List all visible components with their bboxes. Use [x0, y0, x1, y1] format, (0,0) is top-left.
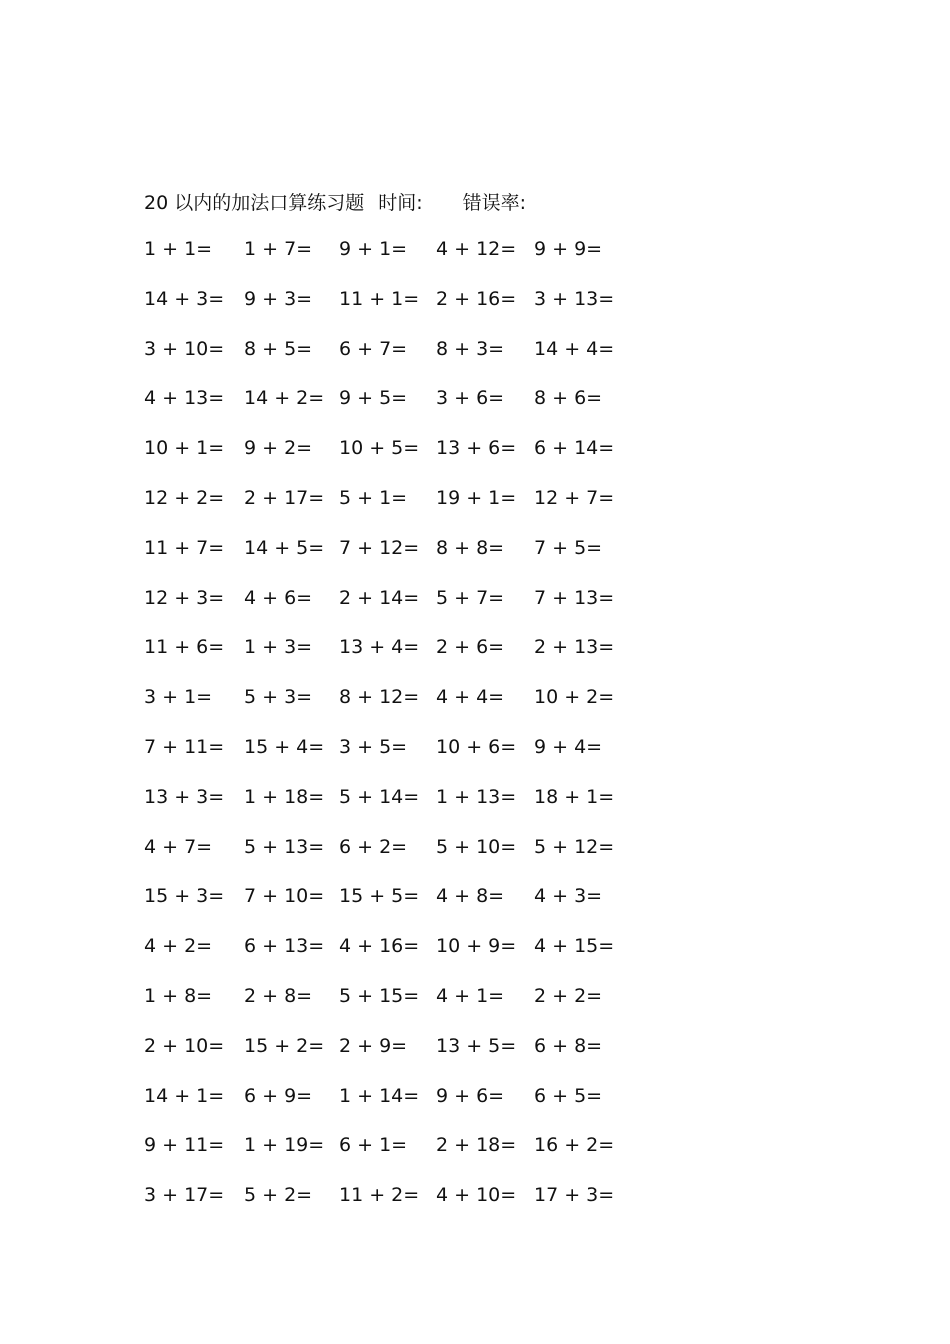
problem-cell: 10 + 2= [534, 686, 615, 709]
problem-cell: 9 + 11= [144, 1134, 225, 1157]
problem-cell: 9 + 5= [339, 387, 408, 410]
problem-cell: 8 + 12= [339, 686, 420, 709]
problem-cell: 6 + 7= [339, 337, 408, 360]
worksheet-header [144, 186, 526, 216]
problem-row [144, 1179, 644, 1229]
problem-cell: 6 + 14= [534, 437, 615, 460]
problem-row [144, 1030, 644, 1080]
problem-cell: 4 + 8= [436, 885, 505, 908]
problem-cell: 1 + 13= [436, 785, 517, 808]
problem-cell: 9 + 6= [436, 1084, 505, 1107]
problem-cell: 4 + 15= [534, 935, 615, 958]
problem-row [144, 880, 644, 930]
problem-cell: 3 + 1= [144, 686, 213, 709]
problem-cell: 11 + 2= [339, 1184, 420, 1207]
problem-cell: 5 + 1= [339, 486, 408, 509]
problem-cell: 8 + 6= [534, 387, 603, 410]
problem-grid [144, 233, 644, 1229]
problem-cell: 16 + 2= [534, 1134, 615, 1157]
problem-cell: 3 + 10= [144, 337, 225, 360]
problem-cell: 1 + 19= [244, 1134, 325, 1157]
problem-cell: 9 + 3= [244, 287, 313, 310]
problem-cell: 1 + 7= [244, 238, 313, 260]
problem-cell: 2 + 14= [339, 586, 420, 609]
problem-cell: 7 + 5= [534, 536, 603, 559]
time-label: 时间: [378, 191, 423, 214]
problem-cell: 7 + 11= [144, 735, 225, 758]
problem-cell: 1 + 8= [144, 984, 213, 1007]
problem-cell: 1 + 14= [339, 1084, 420, 1107]
problem-cell: 2 + 9= [339, 1034, 408, 1057]
problem-cell: 2 + 16= [436, 287, 517, 310]
problem-cell: 4 + 7= [144, 835, 213, 858]
problem-cell: 14 + 4= [534, 337, 615, 360]
problem-cell: 4 + 4= [436, 686, 505, 709]
problem-cell: 9 + 4= [534, 735, 603, 758]
problem-cell: 10 + 6= [436, 735, 517, 758]
problem-cell: 13 + 3= [144, 785, 225, 808]
problem-cell: 2 + 17= [244, 486, 325, 509]
problem-cell: 14 + 1= [144, 1084, 225, 1107]
problem-row [144, 631, 644, 681]
problem-row [144, 731, 644, 781]
problem-row [144, 482, 644, 532]
problem-cell: 4 + 10= [436, 1184, 517, 1207]
problem-cell: 1 + 18= [244, 785, 325, 808]
problem-cell: 18 + 1= [534, 785, 615, 808]
problem-cell: 13 + 6= [436, 437, 517, 460]
problem-row [144, 1080, 644, 1130]
problem-cell: 3 + 17= [144, 1184, 225, 1207]
problem-cell: 5 + 3= [244, 686, 313, 709]
problem-cell: 4 + 12= [436, 238, 517, 260]
problem-cell: 13 + 5= [436, 1034, 517, 1057]
problem-cell: 13 + 4= [339, 636, 420, 659]
problem-row [144, 532, 644, 582]
problem-cell: 11 + 1= [339, 287, 420, 310]
problem-cell: 14 + 5= [244, 536, 325, 559]
error-rate-label: 错误率: [462, 191, 527, 214]
problem-cell: 1 + 1= [144, 238, 213, 260]
problem-cell: 4 + 2= [144, 935, 213, 958]
problem-cell: 2 + 8= [244, 984, 313, 1007]
problem-cell: 5 + 7= [436, 586, 505, 609]
problem-row [144, 1129, 644, 1179]
problem-cell: 14 + 2= [244, 387, 325, 410]
problem-row [144, 432, 644, 482]
problem-cell: 4 + 16= [339, 935, 420, 958]
problem-cell: 8 + 5= [244, 337, 313, 360]
problem-cell: 12 + 3= [144, 586, 225, 609]
problem-cell: 3 + 5= [339, 735, 408, 758]
problem-cell: 1 + 3= [244, 636, 313, 659]
problem-cell: 3 + 13= [534, 287, 615, 310]
problem-cell: 2 + 13= [534, 636, 615, 659]
problem-cell: 11 + 6= [144, 636, 225, 659]
problem-cell: 7 + 13= [534, 586, 615, 609]
problem-row [144, 233, 644, 283]
problem-cell: 5 + 12= [534, 835, 615, 858]
problem-cell: 5 + 2= [244, 1184, 313, 1207]
problem-cell: 15 + 4= [244, 735, 325, 758]
problem-cell: 12 + 2= [144, 486, 225, 509]
problem-cell: 5 + 13= [244, 835, 325, 858]
problem-cell: 10 + 1= [144, 437, 225, 460]
problem-cell: 2 + 10= [144, 1034, 225, 1057]
problem-cell: 2 + 2= [534, 984, 603, 1007]
problem-cell: 10 + 5= [339, 437, 420, 460]
problem-cell: 4 + 6= [244, 586, 313, 609]
problem-cell: 5 + 10= [436, 835, 517, 858]
problem-row [144, 681, 644, 731]
problem-cell: 15 + 3= [144, 885, 225, 908]
problem-cell: 7 + 12= [339, 536, 420, 559]
problem-cell: 3 + 6= [436, 387, 505, 410]
problem-cell: 4 + 13= [144, 387, 225, 410]
problem-cell: 2 + 6= [436, 636, 505, 659]
problem-cell: 4 + 3= [534, 885, 603, 908]
problem-cell: 15 + 2= [244, 1034, 325, 1057]
problem-cell: 19 + 1= [436, 486, 517, 509]
problem-row [144, 283, 644, 333]
problem-cell: 2 + 18= [436, 1134, 517, 1157]
problem-row [144, 980, 644, 1030]
problem-cell: 9 + 9= [534, 238, 603, 260]
problem-cell: 15 + 5= [339, 885, 420, 908]
problem-cell: 6 + 8= [534, 1034, 603, 1057]
problem-cell: 14 + 3= [144, 287, 225, 310]
problem-cell: 12 + 7= [534, 486, 615, 509]
problem-row [144, 382, 644, 432]
problem-cell: 5 + 14= [339, 785, 420, 808]
problem-cell: 9 + 1= [339, 238, 408, 260]
problem-cell: 9 + 2= [244, 437, 313, 460]
problem-cell: 6 + 5= [534, 1084, 603, 1107]
problem-row [144, 333, 644, 383]
problem-cell: 11 + 7= [144, 536, 225, 559]
problem-cell: 4 + 1= [436, 984, 505, 1007]
problem-cell: 6 + 1= [339, 1134, 408, 1157]
problem-cell: 6 + 13= [244, 935, 325, 958]
problem-row [144, 831, 644, 881]
problem-row [144, 781, 644, 831]
problem-row [144, 582, 644, 632]
problem-cell: 7 + 10= [244, 885, 325, 908]
problem-cell: 5 + 15= [339, 984, 420, 1007]
problem-cell: 8 + 3= [436, 337, 505, 360]
problem-cell: 10 + 9= [436, 935, 517, 958]
problem-row [144, 930, 644, 980]
worksheet-title: 20 以内的加法口算练习题 [144, 191, 365, 214]
problem-cell: 8 + 8= [436, 536, 505, 559]
problem-cell: 6 + 9= [244, 1084, 313, 1107]
problem-cell: 6 + 2= [339, 835, 408, 858]
problem-cell: 17 + 3= [534, 1184, 615, 1207]
